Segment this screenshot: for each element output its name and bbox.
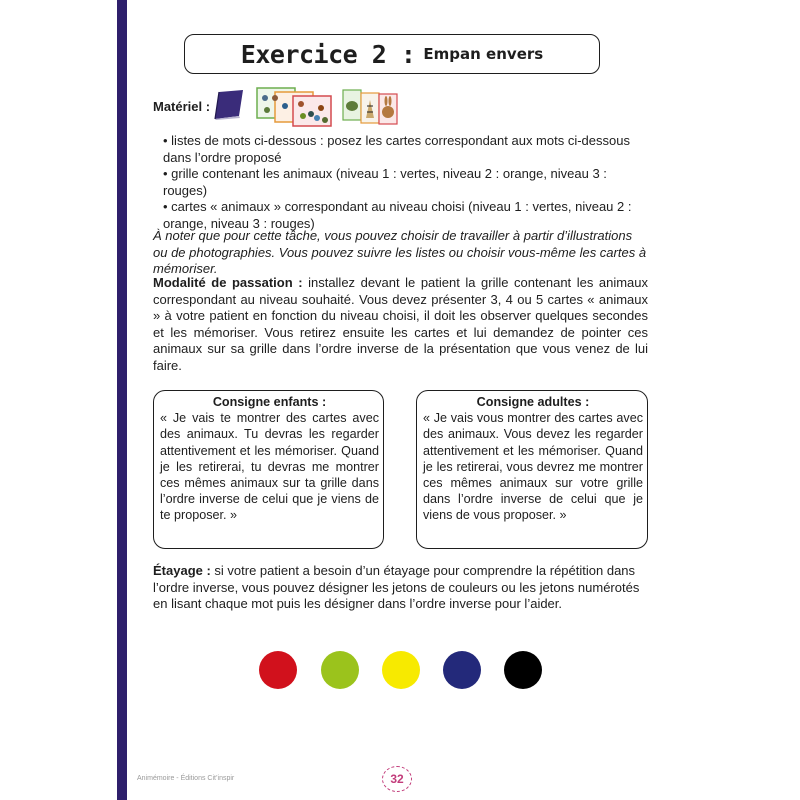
exercise-subtitle: Empan envers	[423, 45, 544, 63]
modalite-paragraph	[153, 275, 648, 374]
animal-grid-cards-icon	[255, 86, 335, 128]
etayage-paragraph	[153, 563, 648, 613]
page	[127, 0, 800, 800]
outer-margin	[0, 0, 117, 800]
consigne-enfants-box	[153, 390, 384, 549]
consigne-enfants-title: Consigne enfants :	[212, 395, 327, 409]
consigne-enfants-text: « Je vais te montrer des cartes avec des animaux. Tu devras les regarder attentivement et les mémoriser. Quand je les retirerai, tu devras me montrer ces mêmes animaux sur ta grille dans l’ordre inverse de celui que je viens de te proposer. »	[160, 411, 379, 523]
note-paragraph	[153, 228, 648, 278]
consigne-adultes-title: Consigne adultes :	[476, 395, 590, 409]
materiel-item: • grille contenant les animaux (niveau 1 : vertes, niveau 2 : orange, niveau 3 : rouges)	[163, 166, 607, 198]
materiel-label: Matériel :	[153, 99, 211, 114]
page-number: 32	[382, 766, 412, 792]
book-icon	[213, 90, 245, 120]
black-token	[504, 651, 542, 689]
yellow-token	[382, 651, 420, 689]
exercise-title: Exercice 2 :	[240, 39, 416, 69]
etayage-label: Étayage :	[153, 563, 211, 578]
animal-cards-icon	[341, 88, 401, 126]
footer-credit: Animémoire - Éditions Cit’inspir	[137, 775, 235, 782]
exercise-title-box	[184, 34, 600, 74]
consigne-adultes-text: « Je vais vous montrer des cartes avec des animaux. Vous devez les regarder attentivement et les mémoriser. Quand je les retirerai, vous devrez me montrer ces mêmes animaux sur votre grille dans l’ordre inverse de celui que je viens de vous proposer. »	[423, 411, 643, 523]
note-text: À noter que pour cette tâche, vous pouvez choisir de travailler à partir d’illustrations ou de photographies. Vous pouvez suivre les listes ou choisir vous-même les cartes à mémoriser.	[153, 228, 647, 276]
materiel-item: • listes de mots ci-dessous : posez les cartes correspondant aux mots ci-dessous dans l’ordre proposé	[163, 133, 630, 165]
etayage-text: si votre patient a besoin d’un étayage pour comprendre la répétition dans l’ordre inverse, vous pouvez désigner les jetons de couleurs ou les jetons numérotés en lisant chaque mot puis les désigner dans l’ordre inverse pour l’aider.	[153, 563, 640, 611]
materiel-list	[163, 133, 653, 232]
modalite-text: installez devant le patient la grille contenant les animaux correspondant au niveau souhaité. Vous devez présenter 3, 4 ou 5 cartes « animaux » à votre patient en fonction du niveau choisi, il doit les observer quelques secondes et les mémoriser. Vous retirez ensuite les cartes et lui demandez de pointer ces animaux sur sa grille dans l’ordre inverse de la présentation que vous venez de lui faire.	[153, 275, 648, 373]
red-token	[259, 651, 297, 689]
consigne-adultes-box	[416, 390, 648, 549]
green-token	[321, 651, 359, 689]
modalite-label: Modalité de passation :	[153, 275, 303, 290]
materiel-item: • cartes « animaux » correspondant au niveau choisi (niveau 1 : vertes, niveau 2 : orange, niveau 3 : rouges)	[163, 199, 632, 231]
blue-token	[443, 651, 481, 689]
book-spine	[117, 0, 127, 800]
